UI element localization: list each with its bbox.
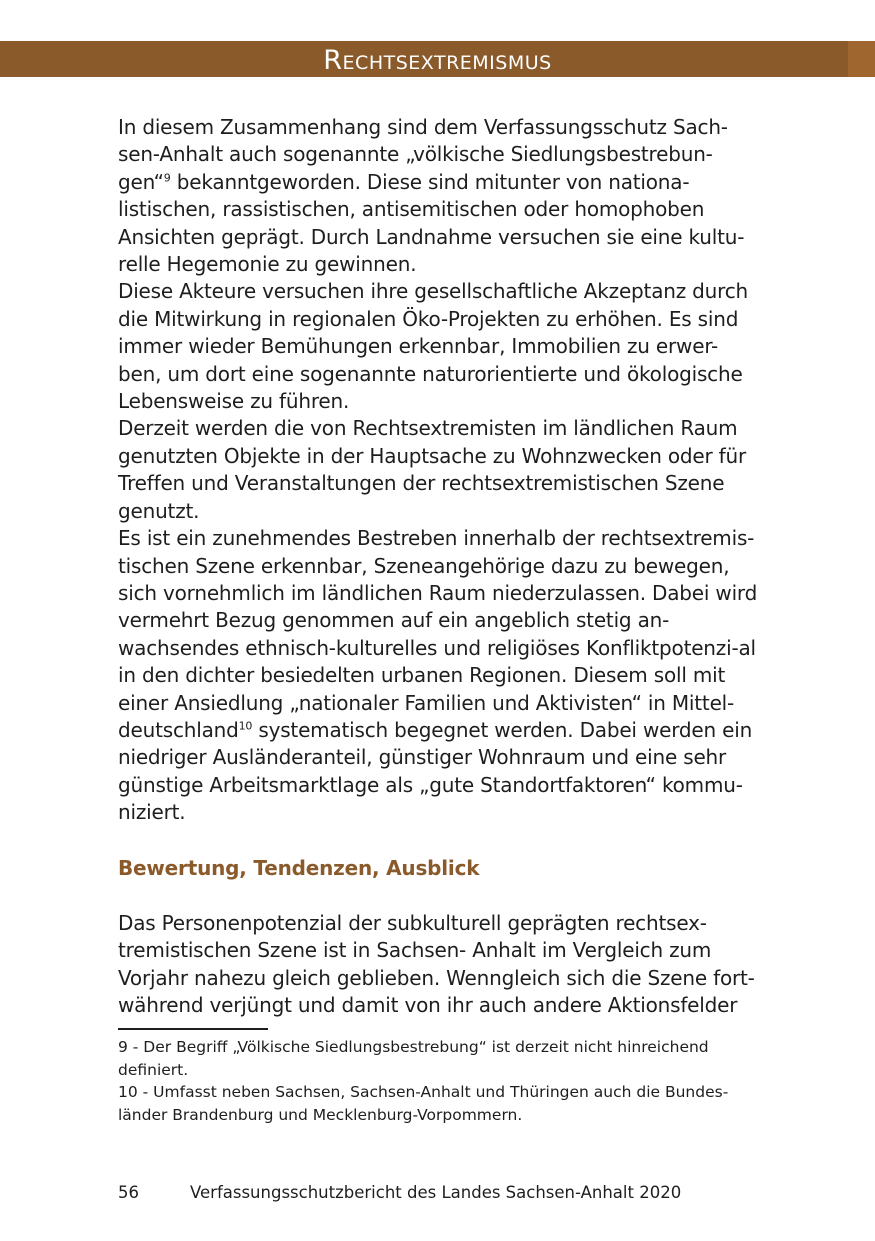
paragraph-1-text-a: In diesem Zusammenhang sind dem Verfassungsschutz Sach-sen-Anhalt auch sogenannte „völkische Siedlungsbestrebun-gen“ (118, 115, 728, 194)
publication-title: Verfassungsschutzbericht des Landes Sachsen-Anhalt 2020 (190, 1183, 682, 1202)
footnote-ref-9[interactable]: 9 (163, 171, 171, 185)
footnote-divider (118, 1028, 268, 1031)
paragraph-2: Diese Akteure versuchen ihre gesellschaftliche Akzeptanz durch die Mitwirkung in regionalen Öko-Projekten zu erhöhen. Es sind immer wieder Bemühungen erkennbar, Immobilien zu erwer-ben, um dort eine sogenannte naturorientierte und ökologische Lebensweise zu führen. (118, 279, 749, 414)
section-heading: Bewertung, Tendenzen, Ausblick (118, 855, 480, 880)
paragraph-4-text-b: systematisch begegnet werden. Dabei werden ein niedriger Ausländeranteil, günstiger Wohnraum und eine sehr günstige Arbeitsmarktlage als „gute Standortfaktoren“ kommu-niziert. (118, 717, 753, 825)
paragraph-1 (118, 114, 758, 278)
footnotes (118, 1036, 758, 1126)
chapter-title: Rechtsextremismus (323, 45, 552, 76)
page-number: 56 (118, 1183, 139, 1202)
paragraph-4 (118, 525, 758, 826)
page-footer (118, 1180, 758, 1206)
paragraph-3: Derzeit werden die von Rechtsextremisten im ländlichen Raum genutzten Objekte in der Hauptsache zu Wohnzwecken oder für Treffen und Veranstaltungen der rechtsextremistischen Szene genutzt. (118, 416, 746, 523)
main-content (118, 114, 758, 1020)
footnote-9: 9 - Der Begriff „Völkische Siedlungsbestrebung“ ist derzeit nicht hinreichend definiert. (118, 1038, 709, 1079)
paragraph-4-text-a: Es ist ein zunehmendes Bestreben innerhalb der rechtsextremis-tischen Szene erkennbar, Szeneangehörige dazu zu bewegen, sich vornehmlich im ländlichen Raum niederzulassen. Dabei wird vermehrt Bezug genommen auf ein angeblich stetig an-wachsendes ethnisch-kulturelles und religiöses Konfliktpotenzi-al in den dichter besiedelten urbanen Regionen. Diesem soll mit einer Ansiedlung „nationaler Familien und Aktivisten“ in Mittel-deutschland (118, 526, 758, 742)
footnote-10: 10 - Umfasst neben Sachsen, Sachsen-Anhalt und Thüringen auch die Bundes-länder Brandenburg und Mecklenburg-Vorpommern. (118, 1083, 729, 1124)
paragraph-5: Das Personenpotenzial der subkulturell geprägten rechtsex-tremistischen Szene ist in Sachsen- Anhalt im Vergleich zum Vorjahr nahezu gleich geblieben. Wenngleich sich die Szene fort-während verjüngt und damit von ihr auch andere Aktionsfelder (118, 910, 755, 1018)
paragraph-1-text-b: bekanntgeworden. Diese sind mitunter von nationa-listischen, rassistischen, antisemitischen oder homophoben Ansichten geprägt. Durch Landnahme versuchen sie eine kultu-relle Hegemonie zu gewinnen. (118, 169, 745, 277)
footnote-ref-10[interactable]: 10 (238, 719, 253, 733)
